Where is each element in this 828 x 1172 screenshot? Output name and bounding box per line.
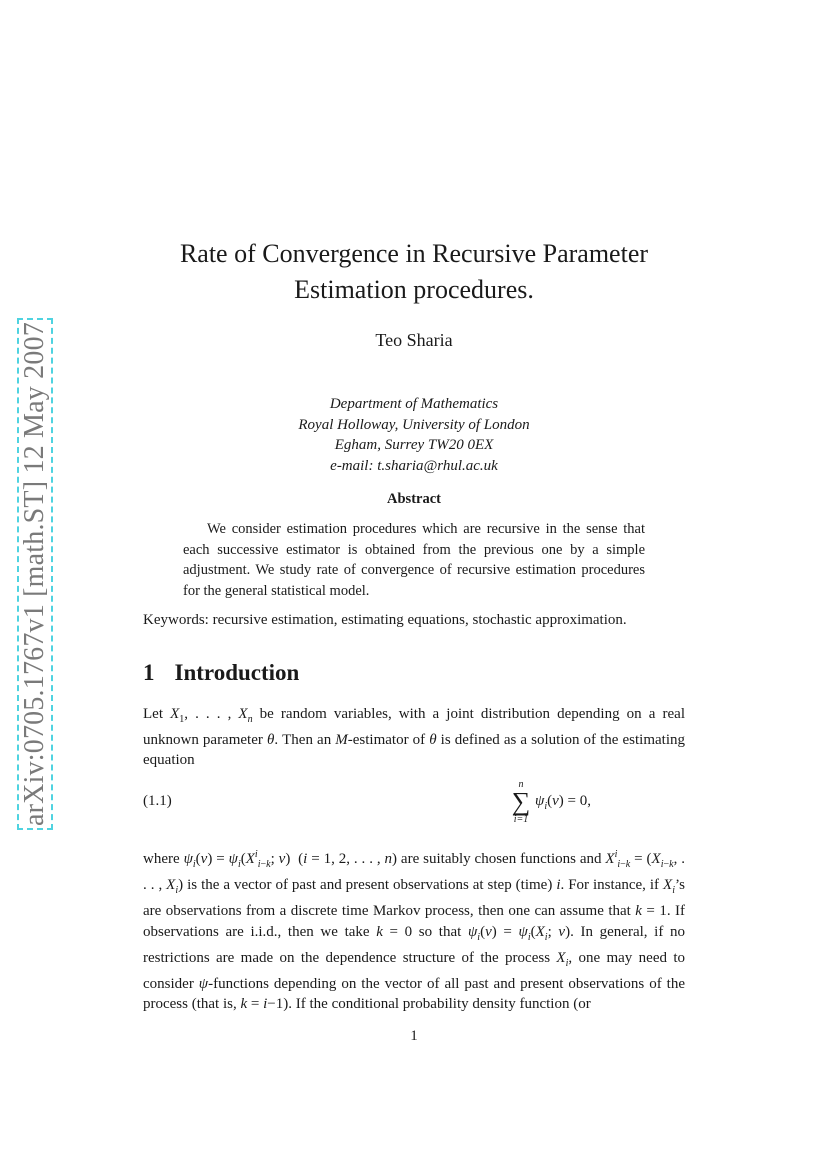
affiliation-address: Egham, Surrey TW20 0EX bbox=[334, 437, 494, 453]
title-line-1: Rate of Convergence in Recursive Parameter bbox=[179, 239, 649, 268]
affiliation-department: Department of Mathematics bbox=[329, 396, 499, 412]
abstract-body: We consider estimation procedures which are recursive in the sense that each successive estimator is obtained from the previous one by a simple adjustment. We study rate of convergence of recursive estimation procedures for the general statistical model. bbox=[183, 521, 645, 599]
equation-expression: $\psi_i(v) = 0$, bbox=[535, 793, 591, 812]
page-number: 1 bbox=[410, 1028, 418, 1044]
affiliation-institution: Royal Holloway, University of London bbox=[298, 416, 530, 433]
section-title: Introduction bbox=[174, 660, 300, 685]
summation bbox=[511, 780, 531, 826]
affiliation-email: e-mail: t.sharia@rhul.ac.uk bbox=[330, 457, 498, 474]
intro-paragraph-1: Let $X_1$, . . . , $X_n$ be random variables, with a joint distribution depending on a real unknown parameter θ. Then an M-estimator of θ is defined as a solution of the estimating equation bbox=[143, 706, 685, 769]
abstract-heading: Abstract bbox=[387, 491, 441, 507]
sum-upper-limit: n bbox=[518, 779, 524, 790]
sum-lower-limit: i=1 bbox=[513, 814, 529, 825]
equation-1-1 bbox=[143, 780, 685, 830]
intro-paragraph-2: where $\psi_i(v) = \psi_i(X^i_{i-k}$; v) (i = 1, 2, . . . , n) are suitably chosen functions and $X^i_{i-k} = (X_{i-k}$, . . . , $X_i$) is the a vector of past and present observations at step (time) i. For instance, if $X_i’s$ are observations from a discrete time Markov process, then one can assume that k = 1. If observations are i.i.d., then we take k = 0 so that $\psi_i(v) = \psi_i(X_i$; v). In general, if no restrictions are made on the dependence structure of the process $X_i$, one may need to consider ψ-functions depending on the vector of all past and present observations of the process (that is, k = i−1). If the conditional probability density function (or bbox=[143, 849, 686, 1013]
paper-title bbox=[0, 236, 828, 308]
keywords-line: Keywords: recursive estimation, estimating equations, stochastic approximation. bbox=[143, 612, 627, 628]
equation-label: (1.1) bbox=[143, 793, 172, 809]
equation-body bbox=[353, 779, 591, 830]
section-number: 1 bbox=[143, 660, 155, 685]
section-heading bbox=[143, 660, 299, 686]
sum-sigma: ∑ bbox=[511, 787, 531, 816]
title-line-2: Estimation procedures. bbox=[294, 275, 534, 304]
affiliation-block bbox=[0, 394, 828, 476]
author-name: Teo Sharia bbox=[375, 330, 453, 350]
arxiv-identifier: arXiv:0705.1767v1 [math.ST] 12 May 2007 bbox=[19, 322, 50, 826]
